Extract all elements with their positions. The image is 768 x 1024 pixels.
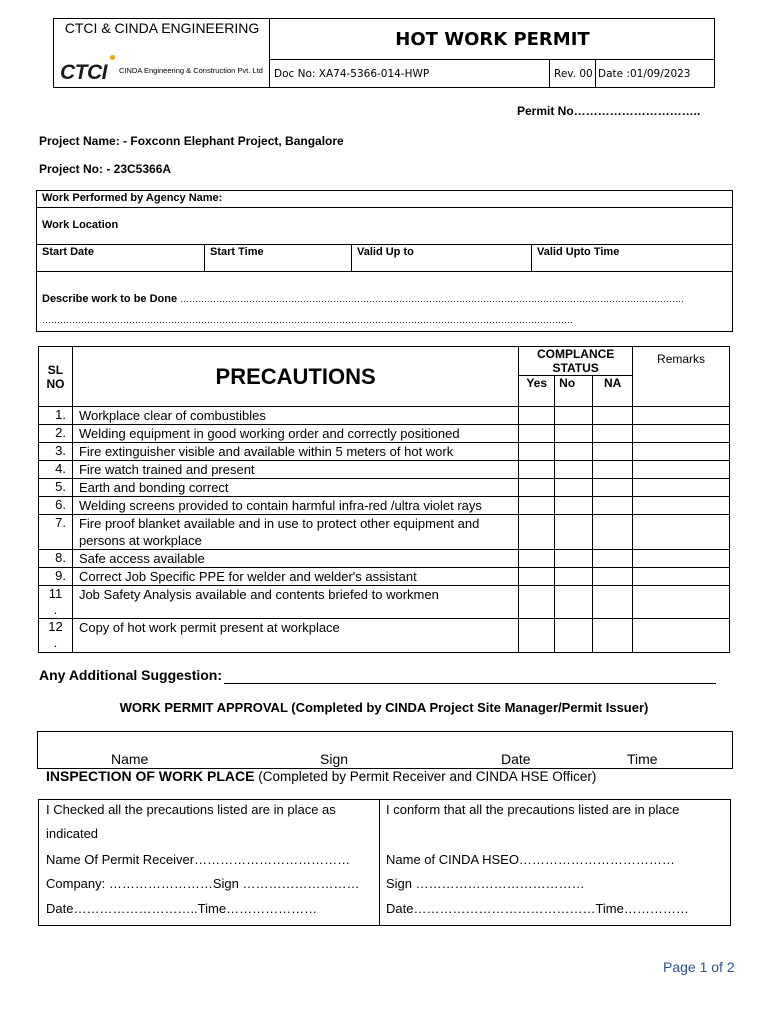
row-number: 2. [39, 425, 73, 443]
row-number: 4. [39, 461, 73, 479]
inspection-title-bold: INSPECTION OF WORK PLACE [46, 768, 255, 784]
no-checkbox[interactable] [555, 425, 593, 443]
table-row [39, 425, 730, 443]
yes-checkbox[interactable] [519, 619, 555, 653]
work-details-table [36, 190, 733, 332]
table-row [39, 407, 730, 425]
precaution-text: Job Safety Analysis available and contents briefed to workmen [72, 586, 518, 619]
precautions-table [38, 346, 730, 653]
suggestion-label: Any Additional Suggestion: [39, 667, 223, 683]
doc-number: Doc No: XA74-5366-014-HWP [270, 60, 550, 88]
company-logo [60, 63, 270, 87]
no-checkbox[interactable] [555, 515, 593, 550]
project-name: Project Name: - Foxconn Elephant Project, Bangalore [39, 134, 344, 148]
row-number: 7. [39, 515, 73, 550]
yes-checkbox[interactable] [519, 586, 555, 619]
row-number: 5. [39, 479, 73, 497]
na-checkbox[interactable] [593, 443, 633, 461]
remarks-cell[interactable] [633, 497, 730, 515]
inspection-table [38, 799, 731, 926]
hseo-name-field[interactable]: Name of CINDA HSEO……………………………… [386, 852, 675, 867]
na-checkbox[interactable] [593, 407, 633, 425]
logo-mark: CTCI [60, 61, 107, 84]
approval-date-label: Date [501, 751, 531, 767]
start-time-label: Start Time [210, 246, 264, 258]
table-row [39, 550, 730, 568]
no-header: No [555, 376, 593, 407]
precaution-text: Fire extinguisher visible and available within 5 meters of hot work [72, 443, 518, 461]
precaution-text: Earth and bonding correct [72, 479, 518, 497]
remarks-cell[interactable] [633, 619, 730, 653]
left-declaration-line2: indicated [46, 826, 99, 841]
yes-checkbox[interactable] [519, 515, 555, 550]
company-block [54, 19, 270, 88]
yes-checkbox[interactable] [519, 407, 555, 425]
inspection-title [46, 768, 596, 784]
document-title: HOT WORK PERMIT [270, 19, 715, 60]
remarks-cell[interactable] [633, 407, 730, 425]
no-checkbox[interactable] [555, 619, 593, 653]
row-number: 11 . [39, 586, 73, 619]
row-number: 3. [39, 443, 73, 461]
yes-checkbox[interactable] [519, 425, 555, 443]
na-checkbox[interactable] [593, 568, 633, 586]
approval-name-label: Name [111, 751, 149, 767]
precaution-text: Safe access available [72, 550, 518, 568]
na-checkbox[interactable] [593, 497, 633, 515]
na-checkbox[interactable] [593, 515, 633, 550]
right-declaration-line1: I conform that all the precautions listed are in place [386, 802, 680, 817]
remarks-cell[interactable] [633, 568, 730, 586]
na-checkbox[interactable] [593, 425, 633, 443]
remarks-cell[interactable] [633, 461, 730, 479]
precaution-text: Copy of hot work permit present at workplace [72, 619, 518, 653]
na-checkbox[interactable] [593, 619, 633, 653]
no-checkbox[interactable] [555, 461, 593, 479]
row-number: 6. [39, 497, 73, 515]
remarks-header: Remarks [633, 347, 730, 376]
describe-work-line [42, 293, 727, 305]
valid-up-to-label: Valid Up to [357, 246, 414, 258]
na-checkbox[interactable] [593, 550, 633, 568]
valid-upto-time-label: Valid Upto Time [537, 246, 620, 258]
precaution-text: Fire watch trained and present [72, 461, 518, 479]
start-date-label: Start Date [42, 246, 94, 258]
precaution-text: Fire proof blanket available and in use to protect other equipment and persons at workplace [72, 515, 518, 550]
table-row [39, 586, 730, 619]
permit-number: Permit No………………………….. [517, 104, 701, 118]
precaution-text: Correct Job Specific PPE for welder and welder's assistant [72, 568, 518, 586]
na-header: NA [593, 376, 633, 407]
hseo-sign-field[interactable]: Sign ………………………………… [386, 876, 585, 891]
table-row [39, 619, 730, 653]
no-checkbox[interactable] [555, 407, 593, 425]
permit-receiver-name-field[interactable]: Name Of Permit Receiver……………………………… [46, 852, 351, 867]
inspection-title-rest: (Completed by Permit Receiver and CINDA HSE Officer) [254, 769, 597, 784]
suggestion-input-line[interactable] [224, 683, 716, 684]
precaution-text: Welding screens provided to contain harmful infra-red /ultra violet rays [72, 497, 518, 515]
approval-title: WORK PERMIT APPROVAL (Completed by CINDA Project Site Manager/Permit Issuer) [119, 700, 649, 715]
row-number: 1. [39, 407, 73, 425]
work-location-label: Work Location [42, 219, 119, 231]
table-row [39, 461, 730, 479]
receiver-company-sign-field[interactable]: Company: ……………………Sign ……………………… [46, 876, 360, 891]
remarks-cell[interactable] [633, 425, 730, 443]
row-number: 8. [39, 550, 73, 568]
sl-no-header: SL NO [39, 347, 73, 407]
table-row [39, 568, 730, 586]
approval-sign-label: Sign [320, 751, 349, 767]
page-number: Page 1 of 2 [663, 959, 735, 975]
left-declaration-line1: I Checked all the precautions listed are in place as [46, 802, 336, 817]
table-row [39, 515, 730, 550]
yes-checkbox[interactable] [519, 479, 555, 497]
na-checkbox[interactable] [593, 479, 633, 497]
yes-checkbox[interactable] [519, 443, 555, 461]
document-header [53, 18, 715, 88]
row-number: 12 . [39, 619, 73, 653]
remarks-cell[interactable] [633, 515, 730, 550]
table-row [39, 497, 730, 515]
logo-dot-icon [110, 55, 115, 60]
yes-checkbox[interactable] [519, 568, 555, 586]
receiver-date-time-field[interactable]: Date………………………..Time………………… [46, 901, 318, 916]
table-row [39, 443, 730, 461]
row-number: 9. [39, 568, 73, 586]
describe-work-dots-line2: …………………………………………………………………………………………………………………………………………………………… [42, 315, 573, 325]
no-checkbox[interactable] [555, 443, 593, 461]
describe-work-label: Describe work to be Done [42, 293, 178, 305]
no-checkbox[interactable] [555, 586, 593, 619]
revision: Rev. 00 [550, 60, 596, 88]
precautions-heading: PRECAUTIONS [72, 347, 518, 407]
remarks-cell[interactable] [633, 550, 730, 568]
yes-checkbox[interactable] [519, 550, 555, 568]
agency-name-label: Work Performed by Agency Name: [42, 192, 223, 204]
yes-header: Yes [519, 376, 555, 407]
na-checkbox[interactable] [593, 586, 633, 619]
no-checkbox[interactable] [555, 497, 593, 515]
no-checkbox[interactable] [555, 568, 593, 586]
compliance-status-header: COMPLANCE STATUS [519, 347, 633, 376]
no-checkbox[interactable] [555, 550, 593, 568]
approval-time-label: Time [627, 751, 658, 767]
document-date: Date :01/09/2023 [598, 68, 691, 80]
remarks-cell[interactable] [633, 443, 730, 461]
table-row [39, 479, 730, 497]
precaution-text: Welding equipment in good working order and correctly positioned [72, 425, 518, 443]
na-checkbox[interactable] [593, 461, 633, 479]
precaution-text: Workplace clear of combustibles [72, 407, 518, 425]
hseo-date-time-field[interactable]: Date……………………………………Time…………… [386, 901, 689, 916]
logo-subtitle: CINDA Engineering & Construction Pvt. Ltd [119, 66, 263, 75]
no-checkbox[interactable] [555, 479, 593, 497]
yes-checkbox[interactable] [519, 461, 555, 479]
company-name: CTCI & CINDA ENGINEERING [64, 20, 260, 36]
yes-checkbox[interactable] [519, 497, 555, 515]
remarks-cell[interactable] [633, 586, 730, 619]
remarks-cell[interactable] [633, 479, 730, 497]
project-number: Project No: - 23C5366A [39, 162, 172, 176]
describe-work-dots: …………………………………………………………………………………………………………………………………………………… [180, 294, 685, 304]
